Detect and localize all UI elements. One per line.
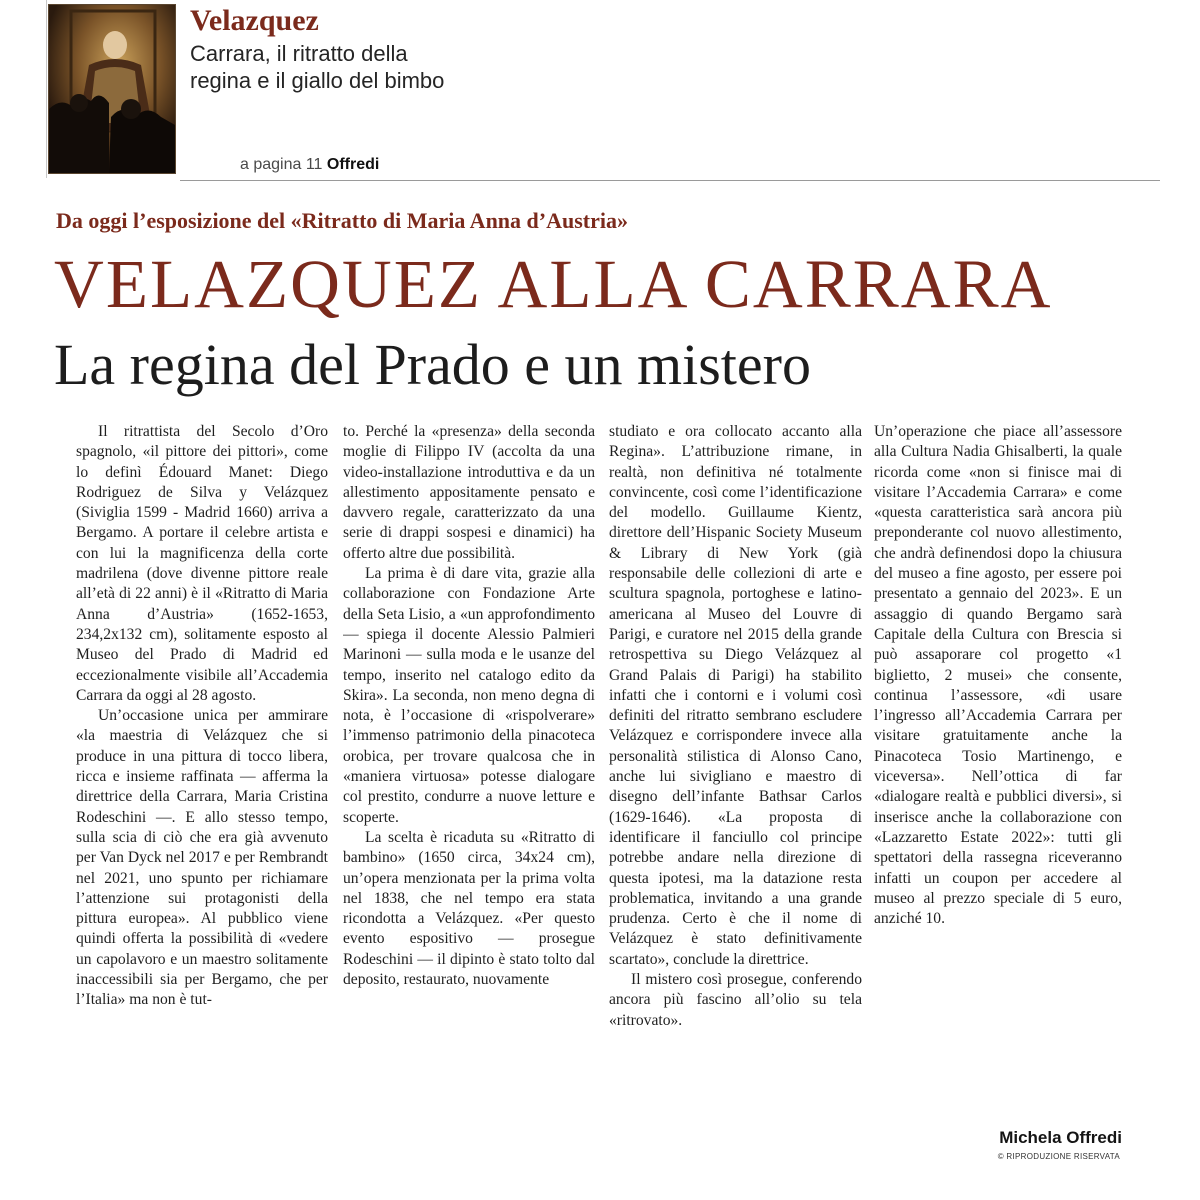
article-column-4 bbox=[874, 422, 1122, 1162]
teaser-page-number: a pagina 11 bbox=[240, 156, 323, 173]
article-column-3 bbox=[609, 422, 862, 1162]
article-subheadline: La regina del Prado e un mistero bbox=[54, 332, 811, 397]
paragraph: Un’operazione che piace all’assessore alla Cultura Nadia Ghisalberti, la quale ricorda come «non si finisce mai di visitare l’Accademia Carrara» e come «questa caratteristica sarà ancora più preponderante col nuovo allestimento, che andrà definendosi dopo la chiusura del museo a fine agosto, per essere poi presentato a gennaio del 2023». E un assaggio di quando Bergamo sarà Capitale della Cultura con Brescia si può assaporare col progetto «1 biglietto, 2 musei» che consente, continua l’assessore, «di usare l’ingresso all’Accademia Carrara per visitare gratuitamente anche la Pinacoteca Tosio Martinengo, e viceversa». Nell’ottica di far «dialogare realtà e pubblici diversi», si inserisce anche la collaborazione con «Lazzaretto Estate 2022»: tutti gli spettatori della rassegna riceveranno infatti un coupon per accedere al museo al prezzo speciale di 5 euro, anziché 10. bbox=[874, 423, 1122, 928]
teaser-author: Offredi bbox=[326, 156, 380, 173]
paragraph: studiato e ora collocato accanto alla Regina». L’attribuzione rimane, in realtà, non definitiva né totalmente convincente, così come l’identificazione del modello. Guillaume Kientz, direttore dell’Hispanic Society Museum & Library di New York (già responsabile delle collezioni di arte e scultura spagnola, portoghese e latino-americana al Museo del Louvre di Parigi, e curatore nel 2015 della grande retrospettiva su Diego Velázquez al Grand Palais di Parigi) ha stabilito infatti che i contorni e i volumi così definiti del ritratto sembrano escludere Velázquez e corrispondere invece alla personalità stilistica di Alonso Cano, anche lui sivigliano e maestro di disegno dell’infante Bathsar Carlos (1629-1646). «La proposta di identificare il fanciullo col principe potrebbe andare nella direzione di questa ipotesi, ma la datazione resta problematica, invitando a una grande prudenza. Certo è che il nome di Velázquez è stato definitivamente scartato», conclude la direttrice. bbox=[609, 423, 862, 968]
paragraph: Un’occasione unica per ammirare «la maestria di Velázquez che si produce in una pittura di tocco libera, ricca e insieme raffinata — afferma la direttrice della Carrara, Maria Cristina Rodeschini —. E allo stesso tempo, sulla scia di ciò che era già avvenuto per Van Dyck nel 2017 e per Rembrandt nel 2021, uno spunto per richiamare l’attenzione sui protagonisti della pittura europea». Al pubblico viene quindi offerta la possibilità di «vedere un capolavoro e un maestro solitamente inaccessibili sia per Bergamo, che per l’Italia» ma non è tut- bbox=[76, 707, 328, 1009]
article-kicker: Da oggi l’esposizione del «Ritratto di Maria Anna d’Austria» bbox=[56, 208, 628, 233]
teaser-title: Carrara, il ritratto della regina e il giallo del bimbo bbox=[190, 41, 445, 93]
paragraph: Il mistero così prosegue, conferendo ancora più fascino all’olio su tela «ritrovato». bbox=[609, 971, 862, 1029]
paragraph: La prima è di dare vita, grazie alla collaborazione con Fondazione Arte della Seta Lisio, a «un approfondimento — spiega il docente Alessio Palmieri Marinoni — sulla moda e le usanze del tempo, inserito nel catalogo edito da Skira». La seconda, non meno degna di nota, è l’occasione di «rispolverare» l’immenso patrimonio della pinacoteca orobica, per trovare qualcosa che in «maniera virtuosa» potesse dialogare col prestito, condurre a nuove letture e scoperte. bbox=[343, 565, 595, 826]
left-frame-line bbox=[46, 0, 47, 178]
teaser-page-reference bbox=[240, 156, 379, 174]
article-headline: VELAZQUEZ ALLA CARRARA bbox=[54, 246, 1053, 322]
paragraph: Il ritrattista del Secolo d’Oro spagnolo, «il pittore dei pittori», come lo definì Édouard Manet: Diego Rodriguez de Silva y Velázquez (Siviglia 1599 - Madrid 1660) arriva a Bergamo. A portare il celebre artista e con lui la magnificenza della corte madrilena (dove divenne pittore reale all’età di 22 anni) è il «Ritratto di Maria Anna d’Austria» (1652-1653, 234,2x132 cm), solitamente esposto al Museo del Prado di Madrid ed eccezionalmente visibile all’Accademia Carrara da oggi al 28 agosto. bbox=[76, 423, 328, 704]
paragraph: to. Perché la «presenza» della seconda moglie di Filippo IV (accolta da una video-installazione introduttiva e da un allestimento appositamente pensato e davvero regale, caratterizzato da una serie di drappi sospesi e dinamici) ha offerto altre due possibilità. bbox=[343, 423, 595, 562]
copyright-notice: © RIPRODUZIONE RISERVATA bbox=[997, 1152, 1120, 1161]
portrait-painting-image bbox=[49, 5, 175, 173]
article-column-2 bbox=[343, 422, 595, 1162]
paragraph: La scelta è ricaduta su «Ritratto di bambino» (1650 circa, 34x24 cm), un’opera menzionata per la prima volta nel 1838, che nel tempo era stata ricondotta a Velázquez. «Per questo evento espositivo — prosegue Rodeschini — il dipinto è stato tolto dal deposito, restaurato, nuovamente bbox=[343, 828, 595, 989]
portrait-thumbnail bbox=[48, 4, 176, 174]
teaser-divider bbox=[180, 180, 1160, 181]
teaser-kicker: Velazquez bbox=[190, 4, 319, 37]
article-column-1 bbox=[76, 422, 328, 1162]
byline: Michela Offredi bbox=[999, 1128, 1122, 1147]
